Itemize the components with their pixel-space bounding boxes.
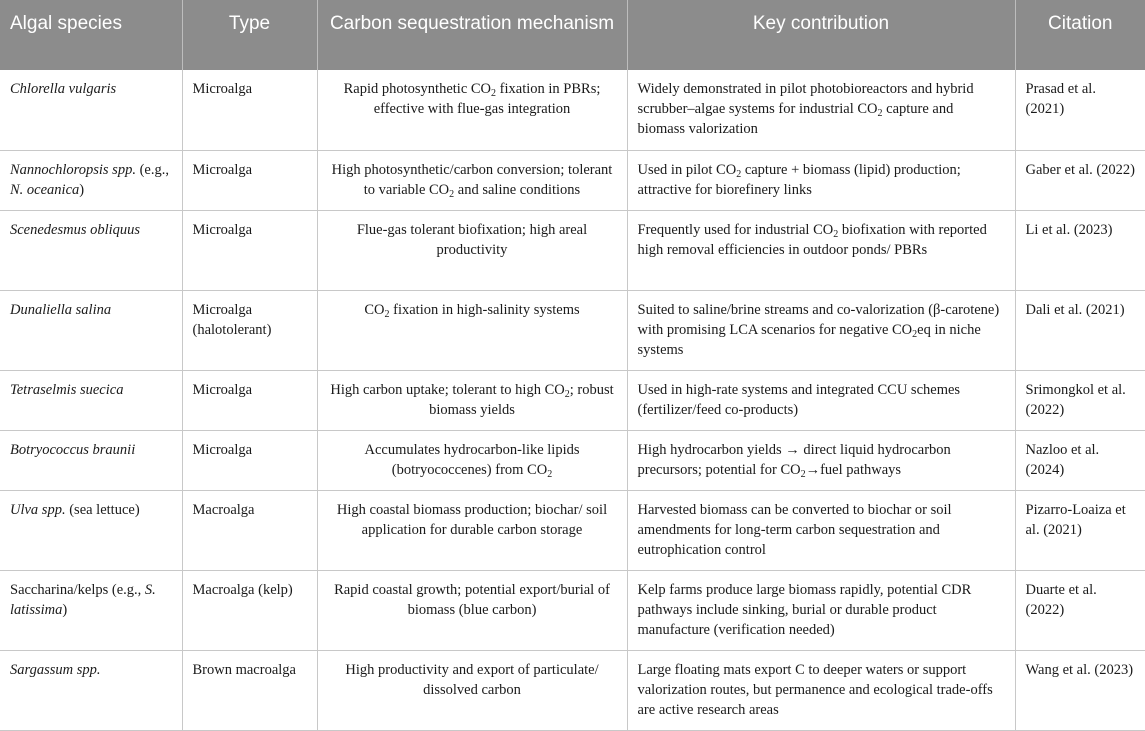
italic-text: Nannochloropsis spp. (10, 161, 136, 178)
citation-cell: Nazloo et al. (2024) (1015, 430, 1145, 490)
table-row (0, 290, 1145, 370)
table-row (0, 570, 1145, 650)
citation-cell: Gaber et al. (2022) (1015, 150, 1145, 210)
italic-text: Dunaliella salina (10, 301, 112, 318)
mechanism-cell: $CO_2$ fixation in high-salinity systems (317, 290, 627, 370)
italic-text: Tetraselmis suecica (10, 381, 124, 398)
citation-cell: Dali et al. (2021) (1015, 290, 1145, 370)
contribution-cell: Frequently used for industrial $CO_2$ biofixation with reported high removal efficiencies in outdoor ponds/ PBRs (627, 210, 1015, 290)
table-row (0, 70, 1145, 150)
contribution-cell: Used in high-rate systems and integrated CCU schemes (fertilizer/feed co-products) (627, 370, 1015, 430)
subscript-text: 2 (800, 468, 806, 480)
citation-cell: Wang et al. (2023) (1015, 650, 1145, 730)
contribution-cell: Kelp farms produce large biomass rapidly, potential CDR pathways include sinking, burial or durable product manufacture (verification needed) (627, 570, 1015, 650)
table-row (0, 490, 1145, 570)
table-row (0, 210, 1145, 290)
subscript-text: 2 (736, 168, 742, 180)
species-cell (0, 290, 182, 370)
citation-cell: Duarte et al. (2022) (1015, 570, 1145, 650)
contribution-cell: Widely demonstrated in pilot photobioreactors and hybrid scrubber–algae systems for industrial $CO_2$ capture and biomass valorization (627, 70, 1015, 150)
subscript-text: 2 (449, 188, 455, 200)
type-cell: Microalga (182, 430, 317, 490)
subscript-text: 2 (491, 88, 497, 99)
type-cell: Microalga (182, 370, 317, 430)
mechanism-cell: Flue-gas tolerant biofixation; high areal productivity (317, 210, 627, 290)
contribution-cell: Suited to saline/brine streams and co-valorization (β-carotene) with promising LCA scenarios for negative $CO_2eq$ in niche systems (627, 290, 1015, 370)
header-row (0, 0, 1145, 70)
species-cell: Nannochloropsis spp. (e.g., N. oceanica) (0, 150, 182, 210)
mechanism-cell: Rapid coastal growth; potential export/burial of biomass (blue carbon) (317, 570, 627, 650)
header-mechanism: Carbon sequestration mechanism (317, 0, 627, 70)
contribution-cell: High hydrocarbon yields → direct liquid hydrocarbon precursors; potential for $CO_2\to fuel$ pathways (627, 430, 1015, 490)
contribution-cell: Harvested biomass can be converted to biochar or soil amendments for long-term carbon sequestration and eutrophication control (627, 490, 1015, 570)
subscript-text: 2 (547, 468, 553, 480)
italic-text: Botryococcus braunii (10, 441, 136, 458)
species-cell: Saccharina/kelps (e.g., S. latissima) (0, 570, 182, 650)
header-species: Algal species (0, 0, 182, 70)
species-cell: Ulva spp. (sea lettuce) (0, 490, 182, 570)
subscript-text: 2 (384, 308, 390, 320)
type-cell: Microalga (182, 70, 317, 150)
header-citation: Citation (1015, 0, 1145, 70)
mechanism-cell: High carbon uptake; tolerant to high $CO_2$; robust biomass yields (317, 370, 627, 430)
citation-cell: Srimongkol et al. (2022) (1015, 370, 1145, 430)
italic-text: N. oceanica (10, 181, 80, 198)
table-row (0, 150, 1145, 210)
table-row (0, 430, 1145, 490)
contribution-cell: Large floating mats export C to deeper waters or support valorization routes, but permanence and ecological trade-offs are active research areas (627, 650, 1015, 730)
mechanism-cell: Accumulates hydrocarbon-like lipids (botryococcenes) from $CO_2$ (317, 430, 627, 490)
mechanism-cell: High photosynthetic/carbon conversion; tolerant to variable $CO_2$ and saline conditions (317, 150, 627, 210)
table-body (0, 70, 1145, 730)
type-cell: Macroalga (182, 490, 317, 570)
citation-cell: Li et al. (2023) (1015, 210, 1145, 290)
mechanism-cell: Rapid photosynthetic $CO_2$ fixation in PBRs; effective with flue-gas integration (317, 70, 627, 150)
type-cell: Brown macroalga (182, 650, 317, 730)
type-cell: Macroalga (kelp) (182, 570, 317, 650)
table-row (0, 370, 1145, 430)
italic-text: S. latissima (10, 581, 156, 618)
italic-text: Sargassum spp. (10, 661, 101, 678)
subscript-text: 2 (833, 228, 839, 240)
italic-text: Ulva spp. (10, 501, 66, 518)
type-cell: Microalga (halotolerant) (182, 290, 317, 370)
mechanism-cell: High coastal biomass production; biochar/ soil application for durable carbon storage (317, 490, 627, 570)
subscript-text: 2 (912, 328, 918, 340)
species-cell (0, 210, 182, 290)
italic-text: Scenedesmus obliquus (10, 221, 141, 238)
contribution-cell: Used in pilot $CO_2$ capture + biomass (lipid) production; attractive for biorefinery links (627, 150, 1015, 210)
species-cell (0, 370, 182, 430)
species-cell (0, 70, 182, 150)
citation-cell: Prasad et al. (2021) (1015, 70, 1145, 150)
species-cell (0, 430, 182, 490)
table-row (0, 650, 1145, 730)
citation-cell: Pizarro-Loaiza et al. (2021) (1015, 490, 1145, 570)
species-cell (0, 650, 182, 730)
subscript-text: 2 (564, 388, 570, 400)
header-type: Type (182, 0, 317, 70)
italic-text: Chlorella vulgaris (10, 81, 117, 97)
mechanism-cell: High productivity and export of particulate/ dissolved carbon (317, 650, 627, 730)
type-cell: Microalga (182, 210, 317, 290)
table-header (0, 0, 1145, 70)
header-contribution: Key contribution (627, 0, 1015, 70)
subscript-text: 2 (877, 108, 883, 119)
type-cell: Microalga (182, 150, 317, 210)
